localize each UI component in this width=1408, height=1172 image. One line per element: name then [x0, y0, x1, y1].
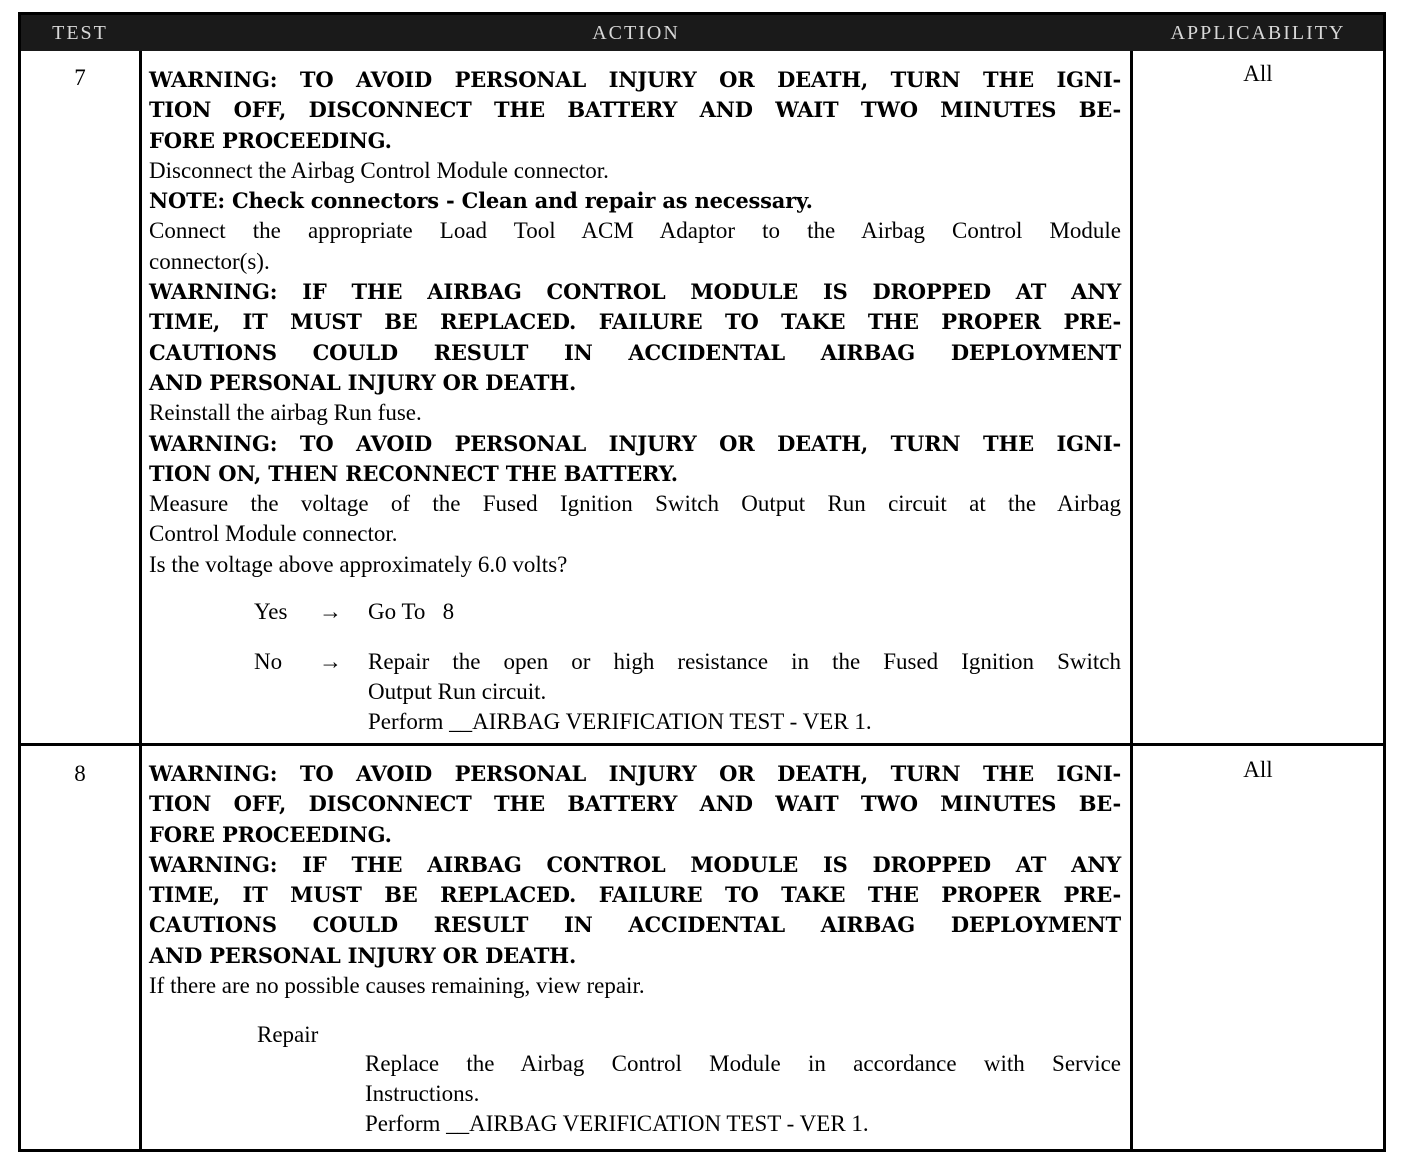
- test-number: 8: [74, 761, 86, 786]
- no-result-line: Perform __AIRBAG VERIFICATION TEST - VER 1.: [368, 709, 872, 734]
- instruction-line: Is the voltage above approximately 6.0 volts?: [149, 551, 568, 577]
- warning-line: WARNING: IF THE AIRBAG CONTROL MODULE IS DROPPED AT ANY: [149, 279, 1121, 305]
- no-label: No: [254, 649, 283, 674]
- warning-line: WARNING: TO AVOID PERSONAL INJURY OR DEATH, TURN THE IGNI-: [149, 430, 1121, 456]
- column-divider: [139, 51, 142, 1149]
- warning-line: CAUTIONS COULD RESULT IN ACCIDENTAL AIRBAG DEPLOYMENT: [149, 912, 1121, 938]
- row-divider: [21, 743, 1383, 746]
- action-text: [149, 759, 1121, 1001]
- warning-line: FORE PROCEEDING.: [149, 127, 392, 153]
- header-applicability: APPLICABILITY: [1170, 22, 1346, 44]
- applicability-value: All: [1243, 757, 1273, 782]
- warning-line: WARNING: IF THE AIRBAG CONTROL MODULE IS DROPPED AT ANY: [149, 851, 1121, 877]
- instruction-line: Disconnect the Airbag Control Module connector.: [149, 157, 609, 183]
- arrow-icon: →: [319, 599, 342, 624]
- test-number: 7: [74, 65, 86, 90]
- column-divider: [1130, 51, 1133, 1149]
- warning-line: TION OFF, DISCONNECT THE BATTERY AND WAIT TWO MINUTES BE-: [149, 791, 1121, 817]
- instruction-line: connector(s).: [149, 248, 270, 274]
- yes-label: Yes: [254, 599, 288, 624]
- no-result-line: Output Run circuit.: [368, 679, 547, 704]
- warning-line: CAUTIONS COULD RESULT IN ACCIDENTAL AIRBAG DEPLOYMENT: [149, 339, 1121, 365]
- warning-line: AND PERSONAL INJURY OR DEATH.: [149, 942, 577, 968]
- repair-line: Instructions.: [365, 1081, 480, 1106]
- warning-line: TIME, IT MUST BE REPLACED. FAILURE TO TAKE THE PROPER PRE-: [149, 309, 1121, 335]
- header-test: TEST: [52, 22, 108, 44]
- warning-line: WARNING: TO AVOID PERSONAL INJURY OR DEATH, TURN THE IGNI-: [149, 67, 1121, 92]
- applicability-value: All: [1243, 61, 1273, 86]
- warning-line: NOTE: Check connectors - Clean and repair as necessary.: [149, 188, 813, 214]
- repair-line: Perform __AIRBAG VERIFICATION TEST - VER 1.: [365, 1111, 869, 1136]
- repair-label: Repair: [257, 1022, 319, 1047]
- instruction-line: Control Module connector.: [149, 521, 398, 547]
- header-action: ACTION: [592, 22, 680, 44]
- arrow-icon: →: [319, 649, 342, 674]
- instruction-line: Connect the appropriate Load Tool ACM Adaptor to the Airbag Control Module: [149, 218, 1121, 244]
- no-result-line: Repair the open or high resistance in the Fused Ignition Switch: [368, 649, 1121, 674]
- instruction-line: Measure the voltage of the Fused Ignition Switch Output Run circuit at the Airbag: [149, 491, 1121, 517]
- warning-line: TIME, IT MUST BE REPLACED. FAILURE TO TAKE THE PROPER PRE-: [149, 882, 1121, 908]
- instruction-line: Reinstall the airbag Run fuse.: [149, 400, 422, 426]
- repair-line: Replace the Airbag Control Module in accordance with Service: [365, 1051, 1121, 1076]
- action-text: [149, 65, 1121, 580]
- warning-line: TION ON, THEN RECONNECT THE BATTERY.: [149, 460, 678, 486]
- warning-line: TION OFF, DISCONNECT THE BATTERY AND WAIT TWO MINUTES BE-: [149, 97, 1121, 123]
- diagnostic-table: [18, 12, 1386, 1152]
- warning-line: WARNING: TO AVOID PERSONAL INJURY OR DEATH, TURN THE IGNI-: [149, 761, 1121, 786]
- yes-result: Go To 8: [368, 599, 455, 624]
- warning-line: AND PERSONAL INJURY OR DEATH.: [149, 369, 577, 395]
- warning-line: FORE PROCEEDING.: [149, 821, 392, 847]
- instruction-line: If there are no possible causes remaining, view repair.: [149, 973, 645, 999]
- table-header: [21, 15, 1383, 51]
